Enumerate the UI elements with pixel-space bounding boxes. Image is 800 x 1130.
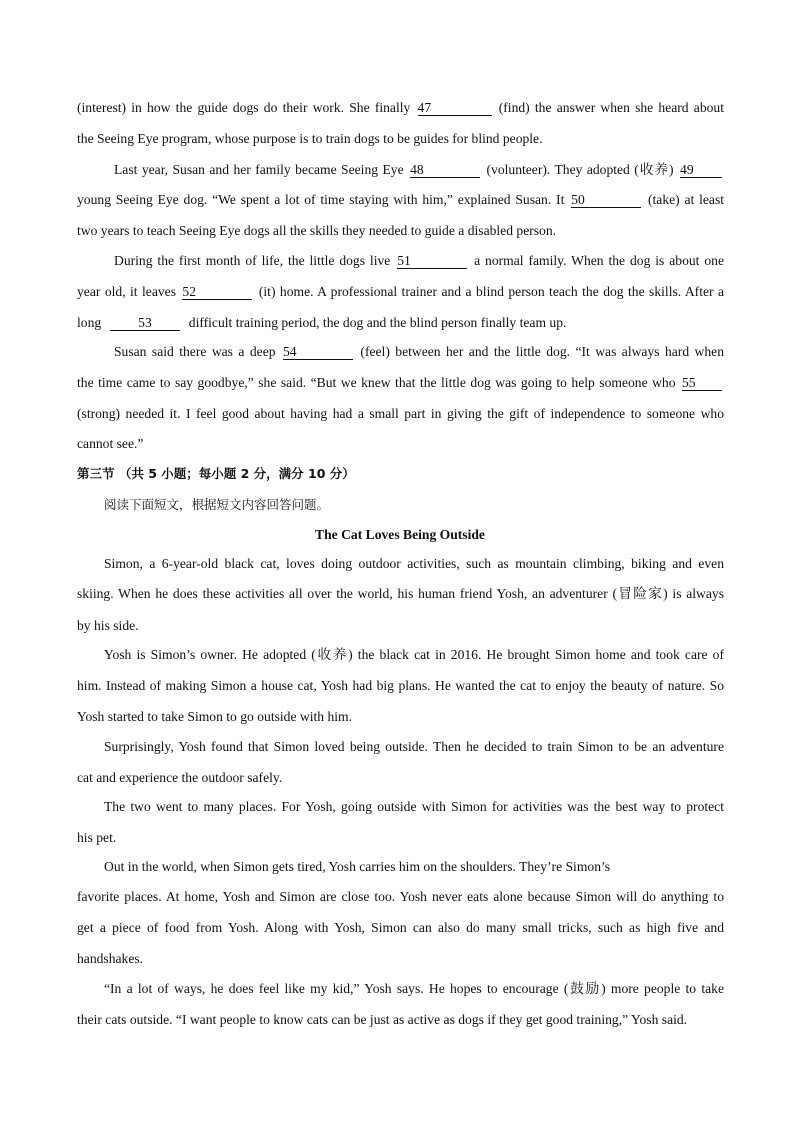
passage-title: The Cat Loves Being Outside (315, 527, 485, 542)
text-line: (strong) needed it. I feel good about having had a small part in giving the gift of independence to someone who (77, 406, 724, 421)
text-line (77, 374, 724, 392)
text-line: his pet. (77, 830, 117, 845)
text: (it) home. A professional trainer and a blind person teach the dog the skills. After a (258, 284, 724, 299)
text-line: him. Instead of making Simon a house cat, Yosh had big plans. He wanted the cat to enjoy the beauty of nature. So (77, 678, 724, 693)
blank-49: 49 (680, 163, 722, 178)
blank-47: 47 (418, 101, 492, 116)
text: the time came to say goodbye,” she said. “But we knew that the little dog was going to help someone who (77, 375, 676, 390)
text-line: Simon, a 6-year-old black cat, loves doing outdoor activities, such as mountain climbing, biking and even (104, 556, 724, 571)
text-line: Out in the world, when Simon gets tired, Yosh carries him on the shoulders. They’re Simon’s (104, 859, 611, 874)
text: (find) the answer when she heard about (498, 100, 724, 115)
text-line (77, 314, 724, 332)
text-line: cat and experience the outdoor safely. (77, 770, 283, 785)
text: Susan said there was a deep (114, 344, 276, 359)
text-line: favorite places. At home, Yosh and Simon are close too. Yosh never eats alone because Simon will do anything to (77, 889, 724, 904)
text-line: Surprisingly, Yosh found that Simon loved being outside. Then he decided to train Simon to be an adventure (104, 739, 724, 754)
text-line: “In a lot of ways, he does feel like my kid,” Yosh says. He hopes to encourage (鼓励) more people to take (104, 981, 724, 996)
text: During the first month of life, the little dogs live (114, 253, 391, 268)
text-line (77, 99, 724, 117)
text-line (77, 283, 724, 301)
text-line: skiing. When he does these activities all over the world, his human friend Yosh, an adventurer (冒险家) is always (77, 586, 724, 601)
text-line: cannot see.” (77, 436, 144, 451)
text: Last year, Susan and her family became Seeing Eye (114, 162, 404, 177)
text: (interest) in how the guide dogs do their work. She finally (77, 100, 411, 115)
text-line (114, 343, 724, 361)
text-line: Yosh is Simon’s owner. He adopted (收养) the black cat in 2016. He brought Simon home and took care of (104, 647, 724, 662)
text-line: The two went to many places. For Yosh, going outside with Simon for activities was the best way to protect (104, 799, 724, 814)
blank-53: 53 (110, 316, 180, 331)
text-line (114, 161, 724, 179)
text-line: get a piece of food from Yosh. Along with Yosh, Simon can also do many small tricks, such as high five and (77, 920, 724, 935)
text: a normal family. When the dog is about one (474, 253, 724, 268)
blank-54: 54 (283, 345, 353, 360)
text-line: Yosh started to take Simon to go outside with him. (77, 709, 353, 724)
section-heading: 第三节 （共 5 小题；每小题 2 分，满分 10 分） (77, 466, 355, 481)
text-line (114, 252, 724, 270)
text-line: two years to teach Seeing Eye dogs all the skills they needed to guide a disabled person. (77, 223, 557, 238)
blank-55: 55 (682, 376, 722, 391)
text-line (77, 191, 724, 209)
text: (take) at least (647, 192, 725, 207)
blank-50: 50 (571, 193, 641, 208)
text: (volunteer). They adopted (收养) (486, 162, 674, 177)
text-line: their cats outside. “I want people to know cats can be just as active as dogs if they get good training,” Yosh said. (77, 1012, 688, 1027)
text: year old, it leaves (77, 284, 176, 299)
text: difficult training period, the dog and the blind person finally team up. (188, 315, 567, 330)
text: long (77, 315, 102, 330)
text-line: by his side. (77, 618, 139, 633)
text: young Seeing Eye dog. “We spent a lot of time staying with him,” explained Susan. It (77, 192, 565, 207)
blank-51: 51 (397, 254, 467, 269)
blank-52: 52 (182, 285, 252, 300)
blank-48: 48 (410, 163, 480, 178)
text-line: the Seeing Eye program, whose purpose is to train dogs to be guides for blind people. (77, 131, 543, 146)
text: (feel) between her and the little dog. “It was always hard when (360, 344, 725, 359)
section-instruction: 阅读下面短文，根据短文内容回答问题。 (104, 497, 330, 512)
text-line: handshakes. (77, 951, 144, 966)
